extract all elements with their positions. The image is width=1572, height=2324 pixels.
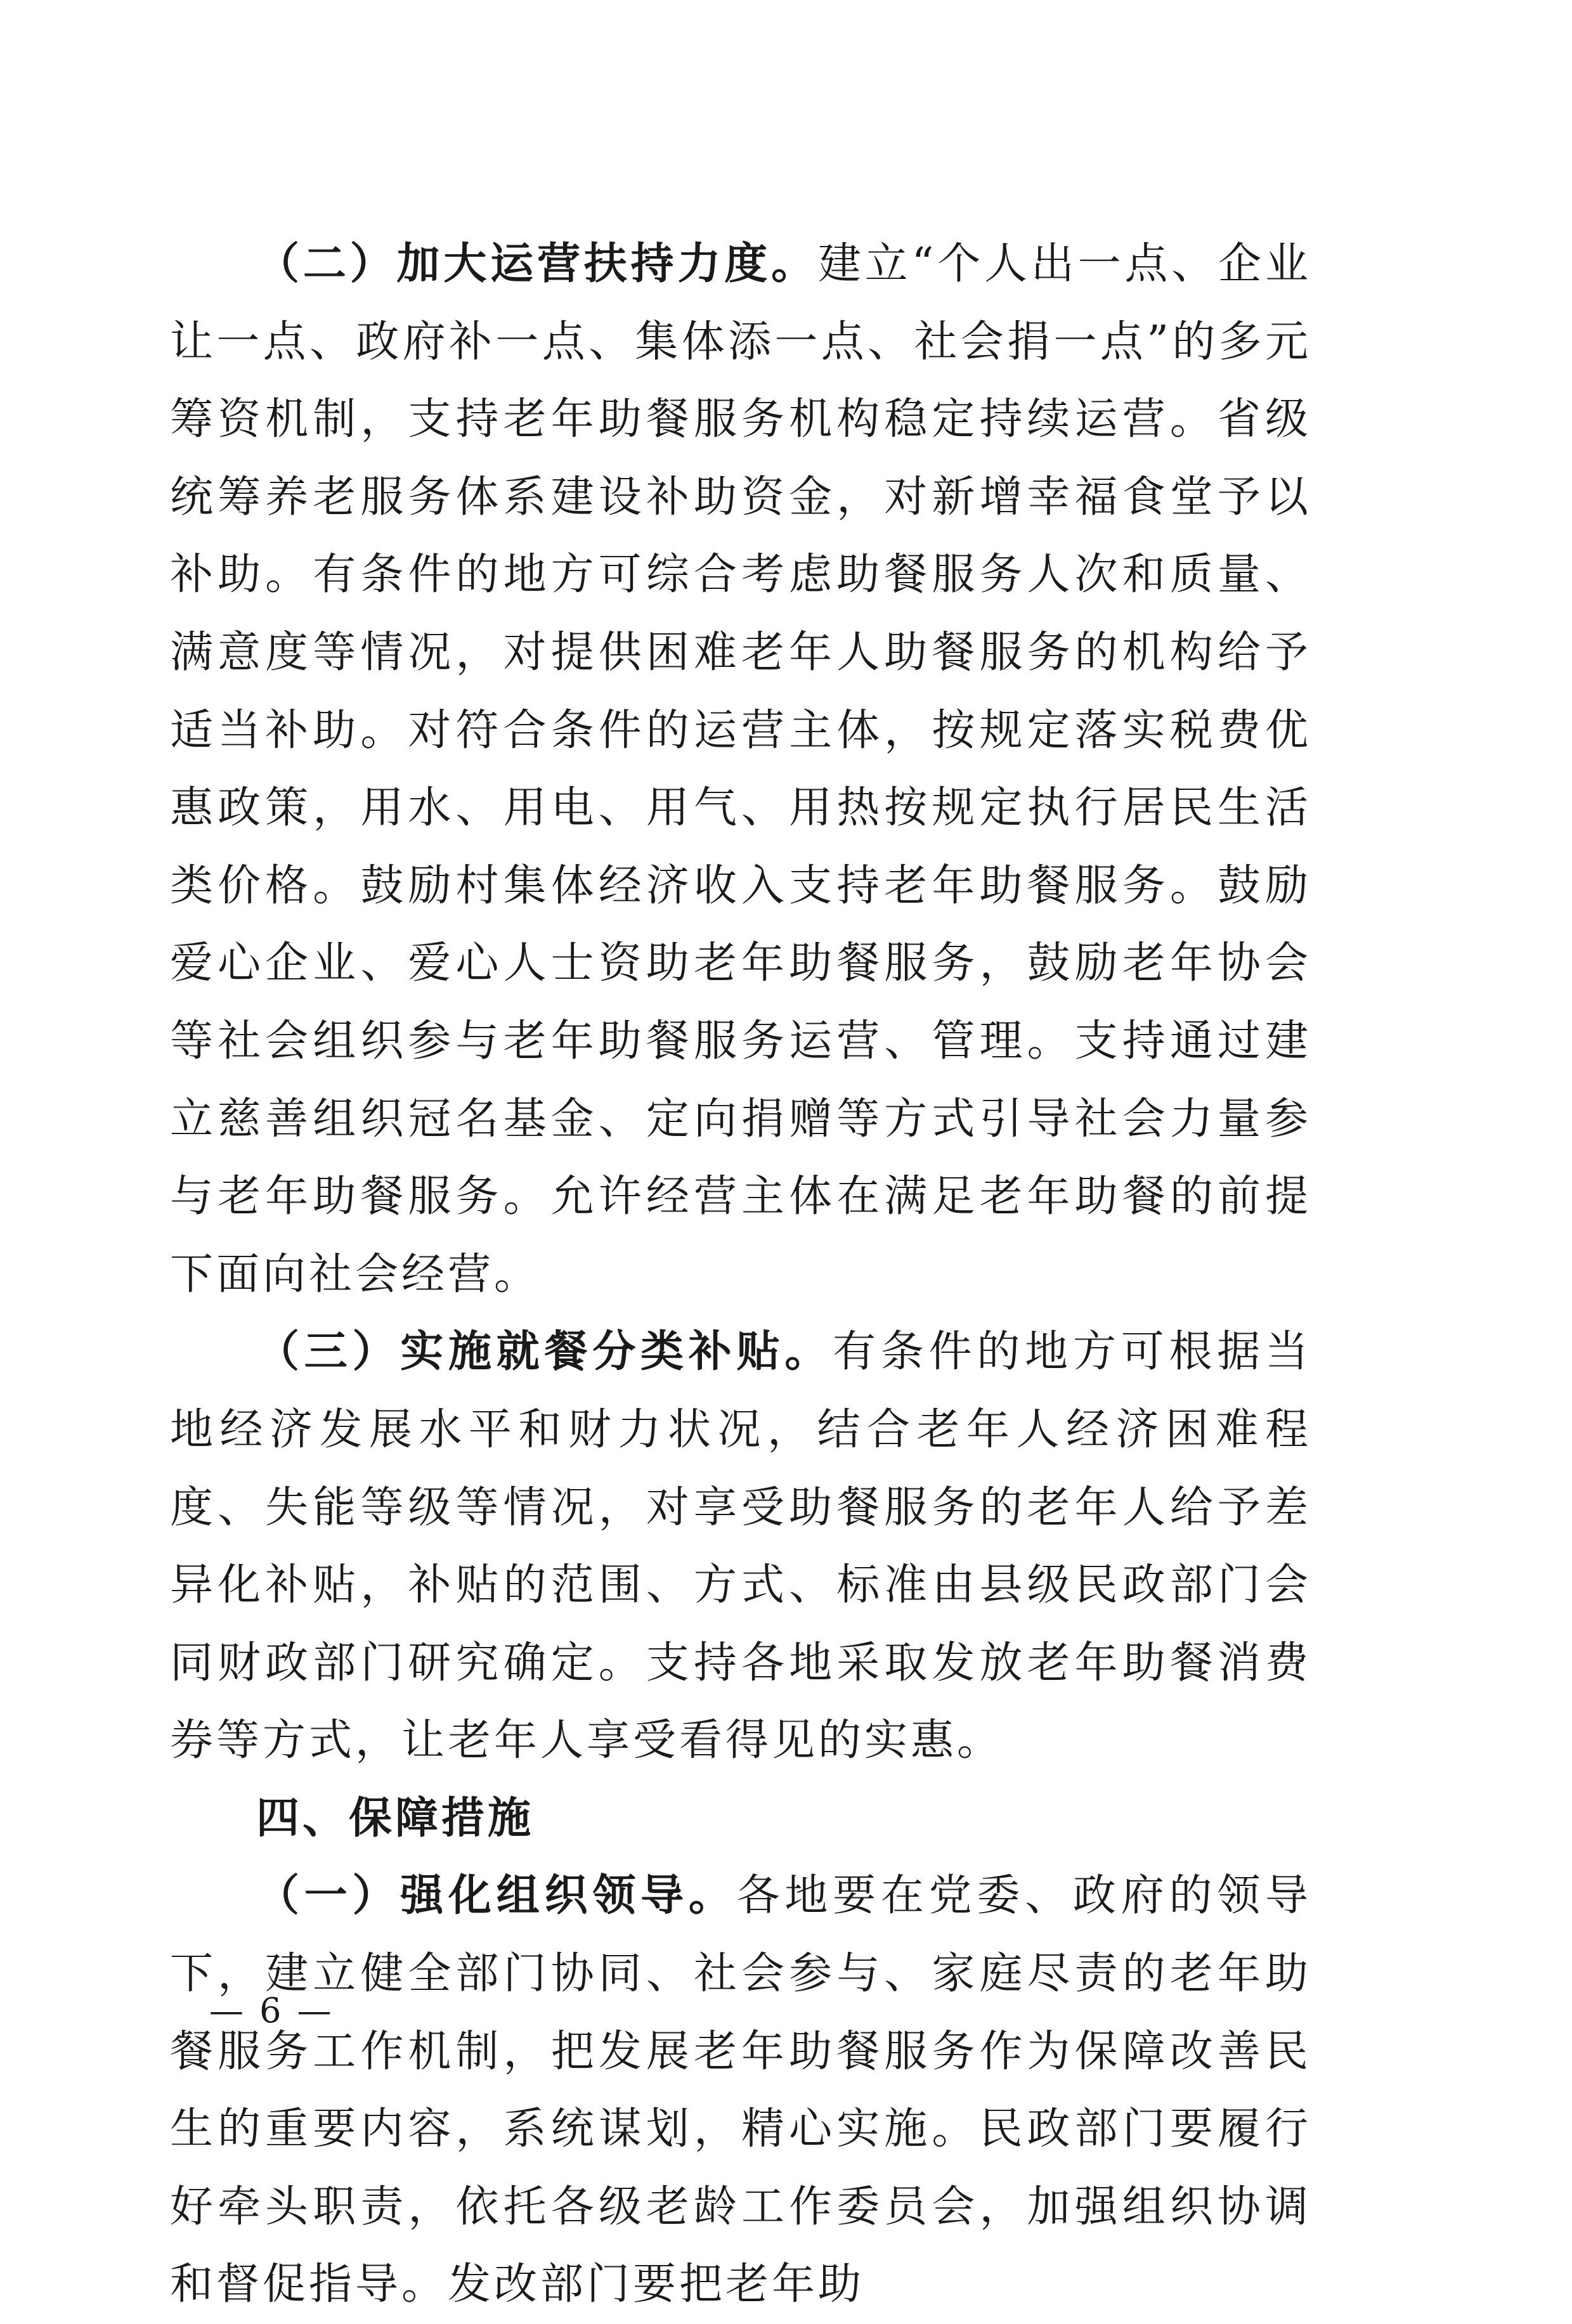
paragraph-meal-subsidy [170, 1314, 1311, 1780]
paragraph-operation-support [170, 226, 1311, 1314]
paragraph-text: 建立“个人出一点、企业让一点、政府补一点、集体添一点、社会捐一点”的多元筹资机制，支持老年助餐服务机构稳定持续运营。省级统筹养老服务体系建设补助资金，对新增幸福食堂予以补助。有条件的地方可综合考虑助餐服务人次和质量、满意度等情况，对提供困难老年人助餐服务的机构给予适当补助。对符合条件的运营主体，按规定落实税费优惠政策，用水、用电、用气、用热按规定执行居民生活类价格。鼓励村集体经济收入支持老年助餐服务。鼓励爱心企业、爱心人士资助老年助餐服务，鼓励老年协会等社会组织参与老年助餐服务运营、管理。支持通过建立慈善组织冠名基金、定向捐赠等方式引导社会力量参与老年助餐服务。允许经营主体在满足老年助餐的前提下面向社会经营。 [170, 239, 1311, 1300]
paragraph-organization-leadership [170, 1857, 1311, 2324]
document-body [170, 226, 1311, 2324]
section-heading: 四、保障措施 [256, 1793, 535, 1843]
page-number: — 6 — [209, 1991, 334, 2030]
paragraph-lead: （三）实施就餐分类补贴。 [256, 1327, 833, 1378]
paragraph-lead: （二）加大运营扶持力度。 [256, 239, 818, 289]
paragraph-text: 各地要在党委、政府的领导下，建立健全部门协同、社会参与、家庭尽责的老年助餐服务工作机制，把发展老年助餐服务作为保障改善民生的重要内容，系统谋划，精心实施。民政部门要履行好牵头职责，依托各级老龄工作委员会，加强组织协调和督促指导。发改部门要把老年助 [170, 1871, 1311, 2310]
paragraph-lead: （一）强化组织领导。 [256, 1871, 737, 1921]
paragraph-text: 有条件的地方可根据当地经济发展水平和财力状况，结合老年人经济困难程度、失能等级等情况，对享受助餐服务的老年人给予差异化补贴，补贴的范围、方式、标准由县级民政部门会同财政部门研究确定。支持各地采取发放老年助餐消费券等方式，让老年人享受看得见的实惠。 [170, 1327, 1311, 1766]
